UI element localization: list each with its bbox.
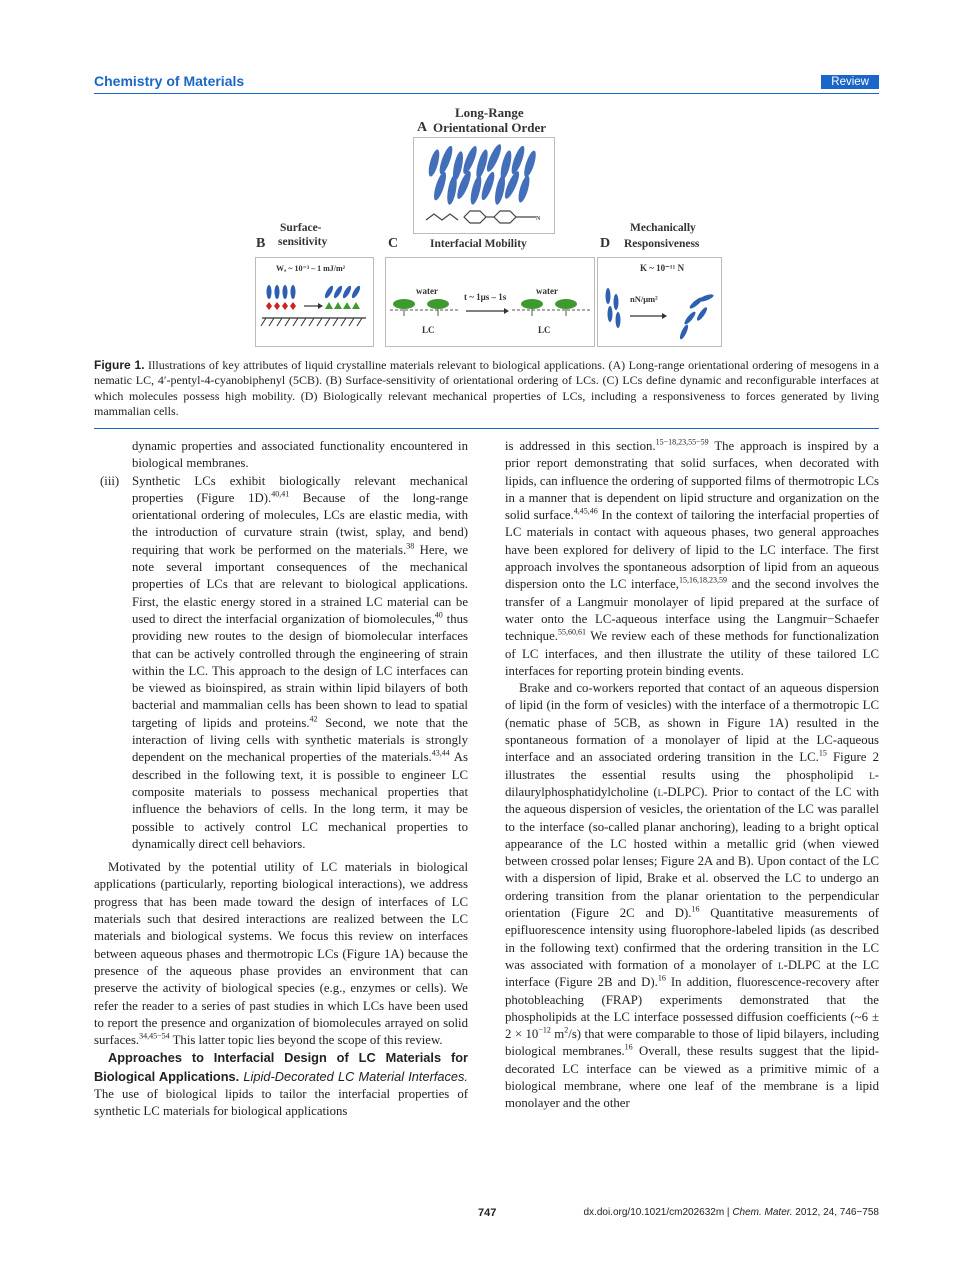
fig-c-water-2: water [536,286,558,296]
svg-text:N: N [536,216,541,222]
fig-c-title: Interfacial Mobility [430,238,527,250]
fig-d-force: nN/μm² [630,294,658,304]
fig-b-letter: B [256,236,266,251]
citation[interactable]: 42 [309,714,318,724]
list-item-iii: (iii) Synthetic LCs exhibit biologically relevant mechanical properties (Figure 1D).$^{40,41}$ Because of the long-range orientational ordering of molecules, LCs are elastic media, with the introduction of curvature strain (twist, splay, and bend) requiring that work be performed on the materials.$^{38}$ Here, we note several important consequences of the mechanical properties of LCs that are relevant to biological applications. First, the elastic energy stored in a strained LC material can be used to direct the interfacial organization of biomolecules,$^{40}$ thus providing new routes to the design of biomolecular interfaces that can be actively controlled through the engineering of strain within the LC. This approach to the design of LC interfaces can be viewed as bioinspired, as strain within lipid bilayers of both bacterial and mammalian cells has been shown to lead to spatial targeting of lipids and proteins.$^{42}$ Second, we note that the interaction of living cells with synthetic materials is strongly dependent on the mechanical properties of the materials.$^{43,44}$ As described in the following text, it is possible to engineer LC composite materials to possess mechanical properties that influence the behaviors of cells. In the long term, it may be possible to actively control LC mechanical properties to dynamically direct cell behaviors. [100,473,469,851]
fig-a-letter: A [417,120,428,135]
fig-d-title-1: Mechanically [630,222,696,234]
paragraph-motivation: Motivated by the potential utility of LC materials in biological applications (particularly, reporting biological interactions), we address progress that has been made toward the design of interfaces of LC materials such that desired interactions are realized between the LC materials and biological systems. We focus this review on interfaces between aqueous phases and thermotropic LCs (Figure 1A) because the presence of the aqueous phase provides an environment that can preserve the activity of biological species (e.g., enzymes or cells). We refer the reader to a series of past studies in which LCs have been used to report the presence and organization of biomolecules arrayed on solid surfaces.$^{34,45-54}$ This latter topic lies beyond the scope of this review. [94,860,468,1048]
paragraph-continued: dynamic properties and associated functionality encountered in biological membranes. [132,439,468,471]
fig-d-title-2: Responsiveness [624,238,700,250]
running-header [94,73,879,93]
right-column [505,438,879,1113]
fig-a-panel [413,137,555,234]
fig-d-panel [597,257,722,347]
fig-c-lc-1: LC [422,325,435,335]
exponent: 2 [564,1025,569,1035]
footer-citation: dx.doi.org/10.1021/cm202632m | Chem. Mater. 2012, 24, 746−758 [583,1207,879,1218]
fig-b-value: Wₐ ~ 10⁻³ – 1 mJ/m² [276,264,346,273]
surface-anchoring-graphic [256,258,373,346]
interfacial-mobility-graphic [386,258,594,346]
fig-c-time: t ~ 1μs – 1s [464,292,507,302]
mechanical-response-graphic [598,258,721,346]
citation[interactable]: 40,41 [271,489,290,499]
exponent: −12 [538,1025,551,1035]
citation[interactable]: 15 [818,749,827,759]
fig-b-title-1: Surface- [280,222,322,234]
left-column [94,438,468,1121]
caption-text: Illustrations of key attributes of liquid crystalline materials relevant to biological applications. (A) Long-range orientational ordering of mesogens in a nematic LC, 4′-pentyl-4-cyanobiphenyl (5CB). (B) Surface-sensitivity of orientational ordering of LCs. (C) LCs define dynamic and reconfigurable interfaces at which molecules possess high mobility. (D) Biologically relevant mechanical properties of LCs, including a responsiveness to forces generated by living mammalian cells. [94,358,879,419]
mesogen-cluster-graphic [414,138,554,233]
fig-c-water-1: water [416,286,438,296]
fig-d-letter: D [600,236,611,251]
citation[interactable]: 16 [657,973,666,983]
journal-name[interactable]: Chemistry of Materials [94,73,245,89]
section-paragraph: Approaches to Interfacial Design of LC Materials for Biological Applications. Lipid-Decorated LC Material Interfaces. The use of biological lipids to tailor the interfacial properties of synthetic LC materials for biological applications [94,1050,468,1119]
page-number: 747 [478,1207,497,1219]
section-heading: Approaches to Interfacial Design of LC Materials for Biological Applications. [94,1050,468,1084]
fig-c-panel [385,257,595,347]
journal-abbr: Chem. Mater. [732,1207,793,1218]
citation[interactable]: 4,45,46 [573,506,598,516]
fig-b-title-2: sensitivity [278,236,328,248]
citation[interactable]: 40 [434,610,443,620]
citation[interactable]: 16 [624,1043,633,1053]
citation[interactable]: 43,44 [431,749,450,759]
citation[interactable]: 55,60,61 [557,628,586,637]
citation[interactable]: 16 [691,904,700,914]
fig-c-lc-2: LC [538,325,551,335]
figure-caption [94,358,879,420]
fig-a-title: Long-Range [455,105,524,120]
section-badge: Review [821,75,879,89]
citation[interactable]: 34,45−54 [139,1031,170,1041]
citation[interactable]: 38 [406,541,415,551]
citation[interactable]: 15−18,23,55−59 [655,437,709,447]
paragraph-brake: Brake and co-workers reported that contact of an aqueous dispersion of lipid (in the form of vesicles) with the interface of a thermotropic LC (nematic phase of 5CB, as shown in Figure 1A) resulted in the spontaneous formation of a monolayer of lipid at the LC-aqueous interface and an associated ordering transition in the LC.$^{15}$ Figure 2 illustrates the essential results using the phospholipid l-dilaurylphosphatidylcholine (l-DLPC). Prior to contact of the LC with the aqueous dispersion of vesicles, the orientation of the LC was parallel to the interface (so-called planar anchoring), leading to a bright optical appearance of the LC hosted within a metallic grid (when viewed between crossed polar lenses; Figure 2A and B). Upon contact of the LC with a dispersion of lipid, Brake et al. observed the LC to undergo an ordering transition from the planar orientation to the perpendicular orientation (Figure 2C and D).$^{16}$ Quantitative measurements of epifluorescence intensity using fluorophore-labeled lipids (as described in the following text) confirmed that the ordering transition in the LC was associated with formation of a monolayer of l-DLPC at the LC interface (Figure 2B and D).$^{16}$ In addition, fluorescence-recovery after photobleaching (FRAP) experiments demonstrated that the phospholipids at the LC interface possessed diffusion coefficients (~6 ± $2 \times 10^{-12}$ $m^2/s$) that were comparable to those of lipid bilayers, including biological membranes.$^{16}$ Overall, these results suggest that the lipid-decorated LC interface can be viewed as a primitive mimic of a biological membrane, where one leaf of the membrane is a lipid monolayer and the other [505,681,880,1111]
figure-1 [250,100,730,350]
fig-a-subtitle: Orientational Order [433,120,547,135]
header-rule [94,93,879,94]
fig-c-letter: C [388,236,399,251]
caption-rule [94,428,879,429]
paragraph-approach: is addressed in this section.$^{15-18,23,55-59}$ The approach is inspired by a prior report demonstrating that solid surfaces, when decorated with lipids, can influence the ordering of supported films of thermotropic LCs in a manner that is dependent on lipid structure and organization on the solid surface.$^{4,45,46}$ In the context of tailoring the interfacial properties of LC materials in contact with aqueous phases, two general approaches have been explored for delivery of lipid to the LC interface. The first approach involves the spontaneous adsorption of lipid from an aqueous dispersion onto the LC interface,$^{15,16,18,23,59}$ and the second involves the transfer of a Langmuir monolayer of lipid prepared at the surface of water onto the LC-aqueous interface using the Langmuir−Schaefer technique.$^{55,60,61}$ We review each of these methods for functionalization of LC interfaces, and then illustrate the utility of these tailored LC interfaces for reporting protein binding events. [505,437,880,678]
doi-link[interactable]: dx.doi.org/10.1021/cm202632m [583,1207,725,1218]
fig-d-value: K ~ 10⁻¹¹ N [640,263,685,273]
list-number: (iii) [100,473,120,488]
subsection-heading: Lipid-Decorated LC Material Interfaces. [239,1068,468,1084]
fig-b-panel [255,257,374,347]
citation[interactable]: 15,16,18,23,59 [679,576,727,586]
caption-label: Figure 1. [94,358,145,372]
